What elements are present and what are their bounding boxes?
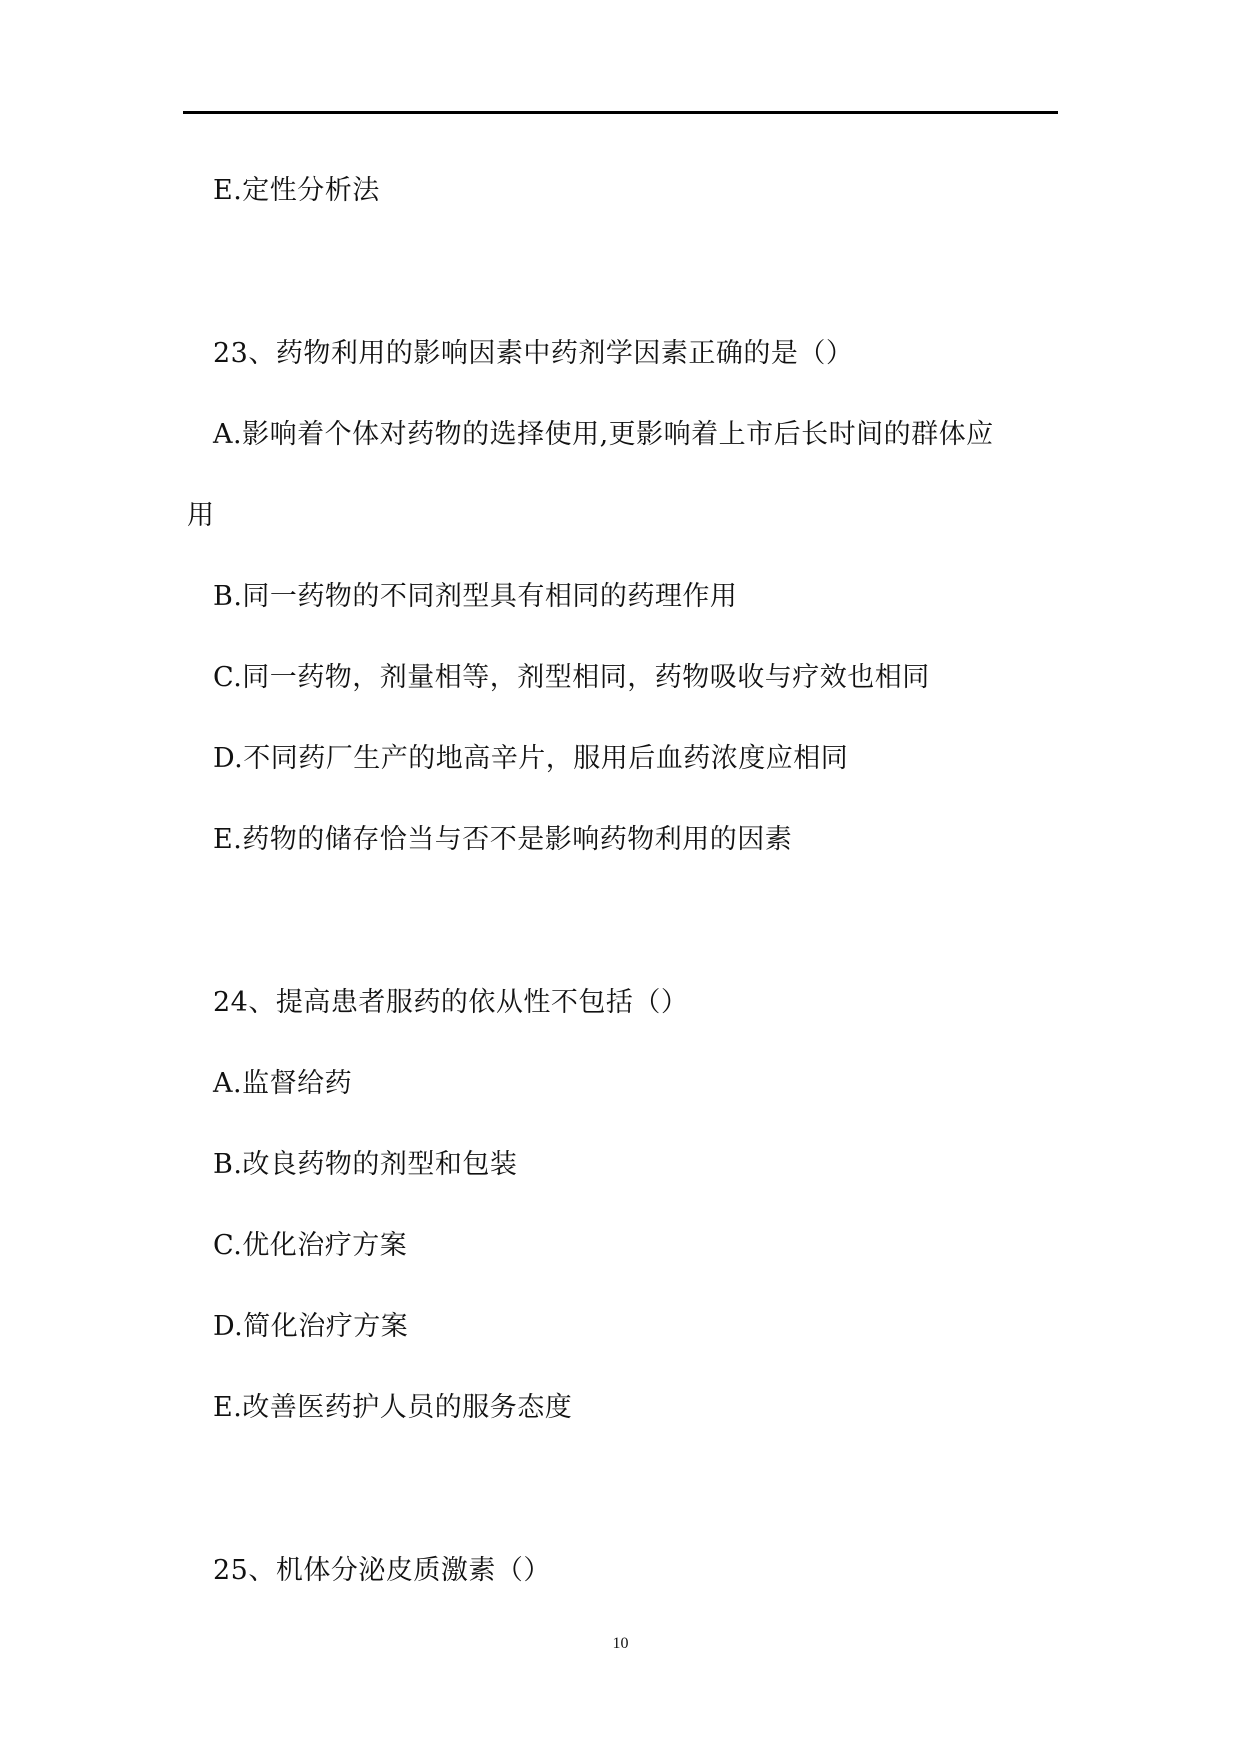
option-a-q23-continuation: 用	[187, 500, 215, 531]
option-b-q23: B.同一药物的不同剂型具有相同的药理作用	[213, 581, 738, 612]
header-rule	[183, 111, 1058, 114]
option-e-q22: E.定性分析法	[213, 175, 380, 206]
option-b-q24: B.改良药物的剂型和包装	[213, 1149, 518, 1180]
option-e-q23: E.药物的储存恰当与否不是影响药物利用的因素	[213, 824, 793, 855]
question-24: 24、提高患者服药的依从性不包括（）	[213, 987, 689, 1018]
option-a-q23: A.影响着个体对药物的选择使用,更影响着上市后长时间的群体应	[213, 419, 994, 450]
page-number: 10	[612, 1635, 629, 1652]
option-a-q24: A.监督给药	[213, 1068, 353, 1099]
option-d-q23: D.不同药厂生产的地高辛片，服用后血药浓度应相同	[213, 743, 849, 774]
question-23: 23、药物利用的影响因素中药剂学因素正确的是（）	[213, 338, 854, 369]
option-d-q24: D.简化治疗方案	[213, 1311, 409, 1342]
question-25: 25、机体分泌皮质激素（）	[213, 1555, 551, 1586]
option-c-q24: C.优化治疗方案	[213, 1230, 408, 1261]
option-e-q24: E.改善医药护人员的服务态度	[213, 1392, 573, 1423]
option-c-q23: C.同一药物，剂量相等，剂型相同，药物吸收与疗效也相同	[213, 662, 930, 693]
